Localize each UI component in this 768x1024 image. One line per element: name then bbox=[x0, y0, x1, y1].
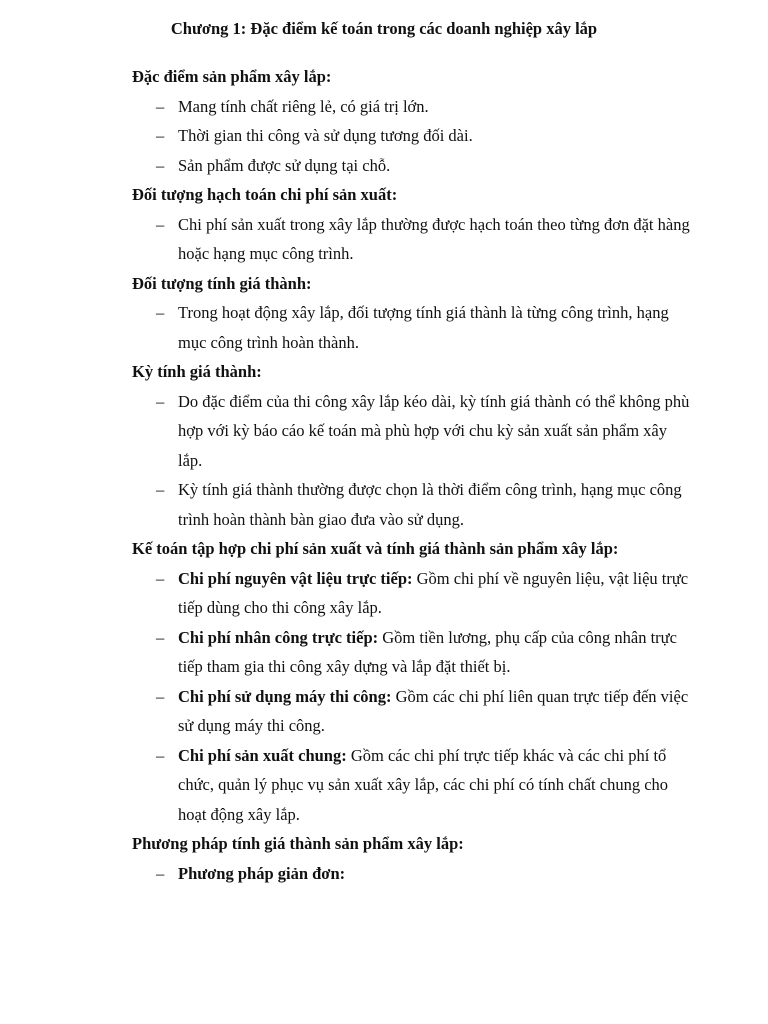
list-item bbox=[132, 151, 692, 181]
item-lead: Chi phí sử dụng máy thi công: bbox=[178, 686, 392, 706]
section-heading: Đối tượng tính giá thành: bbox=[132, 273, 312, 293]
list-item bbox=[132, 475, 692, 534]
item-text: Gồm các chi phí trực tiếp khác và các chi phí tổ chức, quản lý phục vụ sản xuất xây lắp, các chi phí có tính chất chung cho hoạt động xây lắp. bbox=[178, 745, 669, 824]
bullet-dash: – bbox=[156, 126, 165, 145]
item-text: Gồm các chi phí liên quan trực tiếp đến việc sử dụng máy thi công. bbox=[178, 686, 689, 735]
bullet-dash: – bbox=[156, 568, 165, 588]
list-item bbox=[132, 387, 692, 476]
item-lead: Chi phí nhân công trực tiếp: bbox=[178, 627, 379, 647]
item-text: Gồm chi phí về nguyên liệu, vật liệu trực tiếp dùng cho thi công xây lắp. bbox=[178, 568, 689, 617]
list-item bbox=[132, 741, 692, 830]
bullet-dash: – bbox=[156, 214, 165, 234]
section-costing-object bbox=[132, 269, 692, 358]
bullet-dash: – bbox=[156, 303, 165, 322]
chapter-title: Chương 1: Đặc điểm kế toán trong các doanh nghiệp xây lắp bbox=[170, 19, 598, 38]
item-text: Do đặc điểm của thi công xây lắp kéo dài, kỳ tính giá thành có thể không phù hợp với kỳ báo cáo kế toán mà phù hợp với chu kỳ sản xuất sản phẩm xây lắp. bbox=[178, 391, 690, 470]
bullet-list bbox=[132, 387, 692, 535]
list-item bbox=[132, 121, 692, 151]
item-text: Gồm tiền lương, phụ cấp của công nhân trực tiếp tham gia thi công xây dựng và lắp đặt thiết bị. bbox=[178, 627, 677, 676]
list-item bbox=[132, 298, 692, 357]
section-heading: Phương pháp tính giá thành sản phẩm xây lắp: bbox=[132, 834, 464, 853]
bullet-dash: – bbox=[156, 686, 165, 706]
section-heading: Kế toán tập hợp chi phí sản xuất và tính giá thành sản phẩm xây lắp: bbox=[132, 539, 619, 558]
item-text: Kỳ tính giá thành thường được chọn là thời điểm công trình, hạng mục công trình hoàn thành bàn giao đưa vào sử dụng. bbox=[178, 480, 682, 529]
section-product-characteristics bbox=[132, 62, 692, 180]
bullet-dash: – bbox=[156, 480, 165, 499]
item-lead: Chi phí sản xuất chung: bbox=[178, 745, 347, 765]
list-item bbox=[132, 859, 692, 889]
item-lead: Phương pháp giản đơn: bbox=[178, 863, 346, 883]
bullet-list bbox=[132, 859, 692, 889]
section-cost-accounting-object bbox=[132, 180, 692, 269]
list-item bbox=[132, 210, 692, 269]
section-heading: Đối tượng hạch toán chi phí sản xuất: bbox=[132, 185, 398, 204]
section-heading: Kỳ tính giá thành: bbox=[132, 362, 262, 381]
item-text: Chi phí sản xuất trong xây lắp thường được hạch toán theo từng đơn đặt hàng hoặc hạng mục công trình. bbox=[178, 214, 690, 263]
section-costing-period bbox=[132, 357, 692, 534]
bullet-list bbox=[132, 564, 692, 830]
item-text: Trong hoạt động xây lắp, đối tượng tính giá thành là từng công trình, hạng mục công trình hoàn thành. bbox=[178, 303, 669, 352]
bullet-dash: – bbox=[156, 391, 165, 411]
bullet-list bbox=[132, 92, 692, 181]
section-cost-collection bbox=[132, 534, 692, 829]
item-text: Sản phẩm được sử dụng tại chỗ. bbox=[178, 155, 391, 175]
list-item bbox=[132, 564, 692, 623]
item-lead: Chi phí nguyên vật liệu trực tiếp: bbox=[178, 568, 413, 588]
document-body bbox=[132, 62, 692, 888]
list-item bbox=[132, 92, 692, 122]
bullet-list bbox=[132, 298, 692, 357]
bullet-list bbox=[132, 210, 692, 269]
bullet-dash: – bbox=[156, 96, 165, 116]
bullet-dash: – bbox=[156, 627, 165, 647]
section-costing-methods bbox=[132, 829, 692, 888]
item-text: Thời gian thi công và sử dụng tương đối dài. bbox=[178, 126, 473, 145]
item-text: Mang tính chất riêng lẻ, có giá trị lớn. bbox=[178, 96, 429, 116]
list-item bbox=[132, 623, 692, 682]
section-heading: Đặc điểm sản phẩm xây lắp: bbox=[132, 67, 332, 86]
list-item bbox=[132, 682, 692, 741]
bullet-dash: – bbox=[156, 155, 165, 175]
bullet-dash: – bbox=[156, 863, 165, 883]
bullet-dash: – bbox=[156, 745, 165, 765]
